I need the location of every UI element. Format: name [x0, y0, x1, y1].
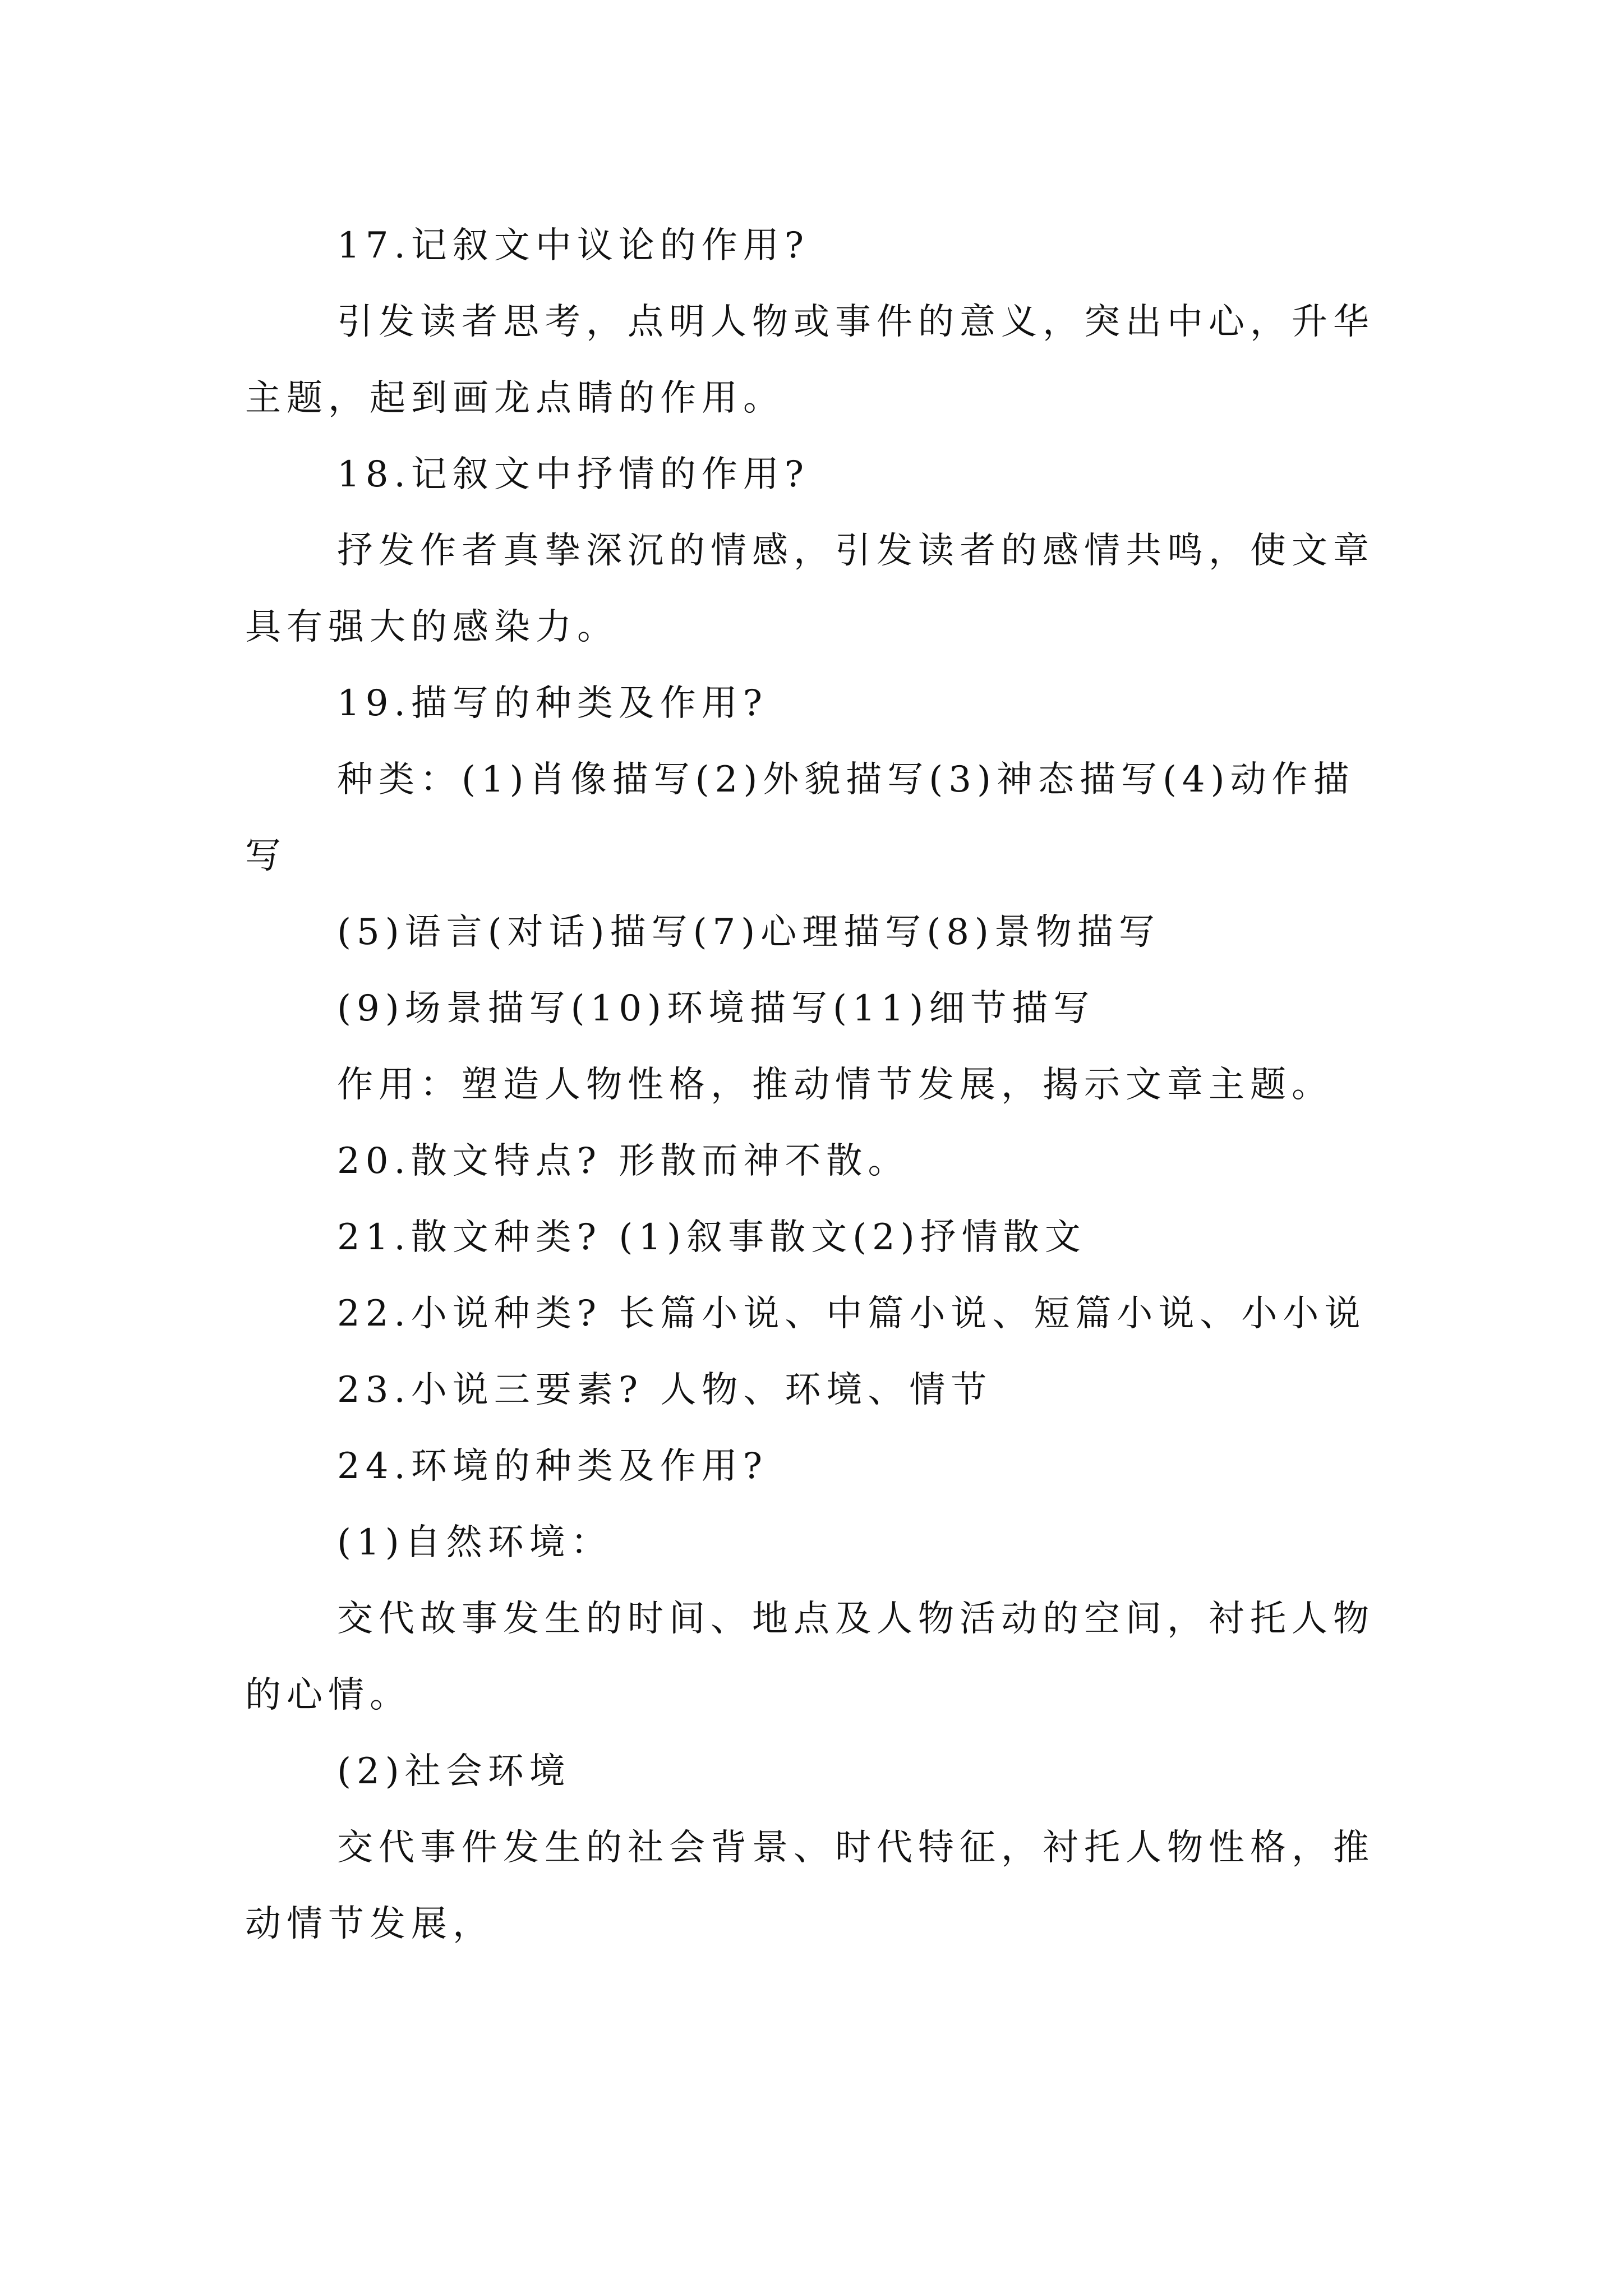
- question-18: 18.记叙文中抒情的作用?: [337, 454, 810, 495]
- question-20: 20.散文特点? 形散而神不散。: [337, 1140, 910, 1182]
- question-22: 22.小说种类? 长篇小说、中篇小说、短篇小说、小小说: [337, 1293, 1366, 1335]
- question-21: 21.散文种类? (1)叙事散文(2)抒情散文: [337, 1217, 1086, 1258]
- answer-24-social-heading: (2)社会环境: [337, 1751, 571, 1792]
- question-24: 24.环境的种类及作用?: [337, 1446, 768, 1487]
- question-19: 19.描写的种类及作用?: [337, 683, 768, 724]
- answer-18: 抒发作者真挚深沉的情感，引发读者的感情共鸣，使文章具有强大的感染力。: [245, 530, 1375, 648]
- answer-24-social-text: 交代事件发生的社会背景、时代特征，衬托人物性格，推动情节发展，: [245, 1827, 1375, 1945]
- answer-17: 引发读者思考，点明人物或事件的意义，突出中心，升华主题，起到画龙点睛的作用。: [245, 301, 1375, 419]
- answer-24-natural-text: 交代故事发生的时间、地点及人物活动的空间，衬托人物的心情。: [245, 1598, 1375, 1716]
- answer-19-types-2: (5)语言(对话)描写(7)心理描写(8)景物描写: [337, 912, 1160, 953]
- answer-19-function: 作用：塑造人物性格，推动情节发展，揭示文章主题。: [337, 1064, 1333, 1106]
- question-17: 17.记叙文中议论的作用?: [337, 225, 810, 266]
- answer-19-types-1: 种类：(1)肖像描写(2)外貌描写(3)神态描写(4)动作描写: [245, 759, 1355, 877]
- answer-24-natural-heading: (1)自然环境：: [337, 1522, 612, 1563]
- question-23: 23.小说三要素? 人物、环境、情节: [337, 1369, 993, 1411]
- answer-19-types-3: (9)场景描写(10)环境描写(11)细节描写: [337, 988, 1095, 1029]
- document-body: [245, 208, 1389, 1962]
